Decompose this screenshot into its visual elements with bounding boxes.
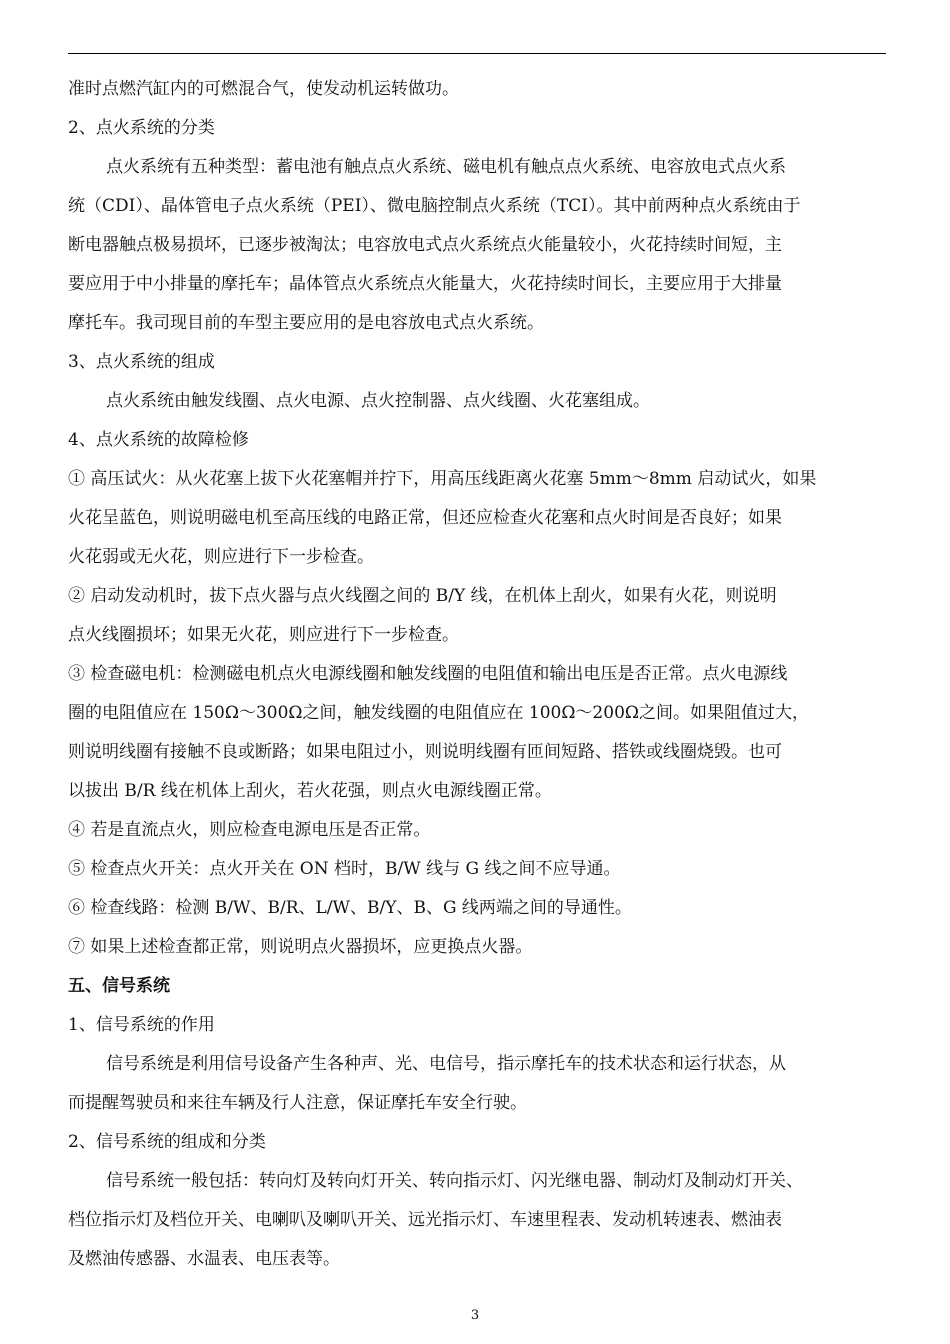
list-item: ⑤ 检查点火开关：点火开关在 ON 档时，B/W 线与 G 线之间不应导通。 (68, 859, 621, 879)
text-line: 统（CDI）、晶体管电子点火系统（PEI）、微电脑控制点火系统（TCI）。其中前两种点火系统由于 (68, 196, 801, 216)
text-line: 要应用于中小排量的摩托车；晶体管点火系统点火能量大，火花持续时间长，主要应用于大排量 (68, 274, 782, 294)
list-item: ① 高压试火：从火花塞上拔下火花塞帽并拧下，用高压线距离火花塞 5mm～8mm 启动试火，如果 (68, 469, 817, 489)
text-line: 则说明线圈有接触不良或断路；如果电阻过小，则说明线圈有匝间短路、搭铁或线圈烧毁。也可 (68, 742, 782, 762)
text-line: 摩托车。我司现目前的车型主要应用的是电容放电式点火系统。 (68, 313, 544, 333)
text-line: 点火线圈损坏；如果无火花，则应进行下一步检查。 (68, 625, 459, 645)
page-number: 3 (470, 1308, 480, 1323)
text-line: 信号系统一般包括：转向灯及转向灯开关、转向指示灯、闪光继电器、制动灯及制动灯开关、 (106, 1171, 803, 1191)
text-line: 火花呈蓝色，则说明磁电机至高压线的电路正常，但还应检查火花塞和点火时间是否良好；如果 (68, 508, 782, 528)
text-line: 而提醒驾驶员和来往车辆及行人注意，保证摩托车安全行驶。 (68, 1093, 527, 1113)
section-heading-troubleshooting: 4、点火系统的故障检修 (68, 430, 249, 450)
section-heading-composition: 3、点火系统的组成 (68, 352, 215, 372)
chapter-heading-signal-system: 五、信号系统 (68, 976, 170, 996)
list-item: ⑦ 如果上述检查都正常，则说明点火器损坏，应更换点火器。 (68, 937, 533, 957)
section-heading-function: 1、信号系统的作用 (68, 1015, 215, 1035)
text-line: 点火系统由触发线圈、点火电源、点火控制器、点火线圈、火花塞组成。 (106, 391, 650, 411)
list-item: ④ 若是直流点火，则应检查电源电压是否正常。 (68, 820, 431, 840)
text-line: 圈的电阻值应在 150Ω～300Ω之间，触发线圈的电阻值应在 100Ω～200Ω之间。如果阻值过大， (68, 703, 809, 723)
text-line: 准时点燃汽缸内的可燃混合气，使发动机运转做功。 (68, 79, 459, 99)
text-line: 火花弱或无火花，则应进行下一步检查。 (68, 547, 374, 567)
list-item: ② 启动发动机时，拔下点火器与点火线圈之间的 B/Y 线，在机体上刮火，如果有火花，则说明 (68, 586, 777, 606)
list-item: ⑥ 检查线路：检测 B/W、B/R、L/W、B/Y、B、G 线两端之间的导通性。 (68, 898, 632, 918)
list-item: ③ 检查磁电机：检测磁电机点火电源线圈和触发线圈的电阻值和输出电压是否正常。点火电源线 (68, 664, 788, 684)
section-heading-classification: 2、点火系统的分类 (68, 118, 215, 138)
document-body (68, 70, 878, 1279)
text-line: 信号系统是利用信号设备产生各种声、光、电信号，指示摩托车的技术状态和运行状态，从 (106, 1054, 786, 1074)
text-line: 档位指示灯及档位开关、电喇叭及喇叭开关、远光指示灯、车速里程表、发动机转速表、燃油表 (68, 1210, 782, 1230)
text-line: 以拔出 B/R 线在机体上刮火，若火花强，则点火电源线圈正常。 (68, 781, 552, 801)
text-line: 及燃油传感器、水温表、电压表等。 (68, 1249, 340, 1269)
section-heading-components: 2、信号系统的组成和分类 (68, 1132, 266, 1152)
text-line: 点火系统有五种类型：蓄电池有触点点火系统、磁电机有触点点火系统、电容放电式点火系 (106, 157, 786, 177)
text-line: 断电器触点极易损坏，已逐步被淘汰；电容放电式点火系统点火能量较小，火花持续时间短，主 (68, 235, 782, 255)
header-rule (68, 53, 886, 54)
